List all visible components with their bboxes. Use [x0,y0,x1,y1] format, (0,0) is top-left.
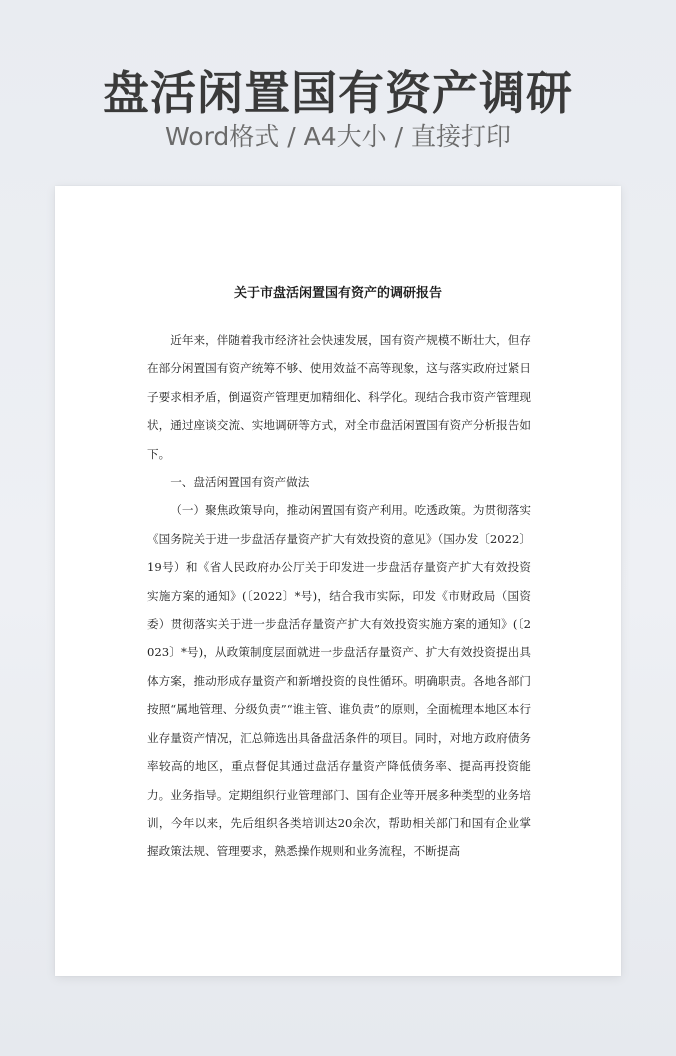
document-page [55,186,621,976]
banner-subtitle: Word格式 / A4大小 / 直接打印 [165,122,511,151]
section-heading: 一、盘活闲置国有资产做法 [170,475,310,490]
document-body [147,326,531,866]
document-title: 关于市盘活闲置国有资产的调研报告 [233,286,442,301]
banner-title: 盘活闲置国有资产调研 [103,66,573,120]
paragraph-policy: （一）聚焦政策导向，推动闲置国有资产利用。吃透政策。为贯彻落实《国务院关于进一步盘活存量资产扩大有效投资的意见》（国办发〔2022〕19号）和《省人民政府办公厅关于印发进一步盘活存量资产扩大有效投资实施方案的通知》(〔2022〕*号)，结合我市实际，印发《市财政局（国资委）贯彻落实关于进一步盘活存量资产扩大有效投资实施方案的通知》(〔2023〕*号)，从政策制度层面就进一步盘活存量资产、扩大有效投资提出具体方案，推动形成存量资产和新增投资的良性循环。明确职责。各地各部门按照“属地管理、分级负责”“谁主管、谁负责”的原则，全面梳理本地区本行业存量资产情况，汇总筛选出具备盘活条件的项目。同时，对地方政府债务率较高的地区，重点督促其通过盘活存量资产降低债务率、提高再投资能力。业务指导。定期组织行业管理部门、国有企业等开展多种类型的业务培训，今年以来，先后组织各类培训达20余次，帮助相关部门和国有企业掌握政策法规、管理要求，熟悉操作规则和业务流程，不断提高 [147,503,531,859]
paragraph-intro: 近年来，伴随着我市经济社会快速发展，国有资产规模不断壮大，但存在部分闲置国有资产统筹不够、使用效益不高等现象，这与落实政府过紧日子要求相矛盾，倒逼资产管理更加精细化、科学化。现结合我市资产管理现状，通过座谈交流、实地调研等方式，对全市盘活闲置国有资产分析报告如下。 [147,333,531,461]
